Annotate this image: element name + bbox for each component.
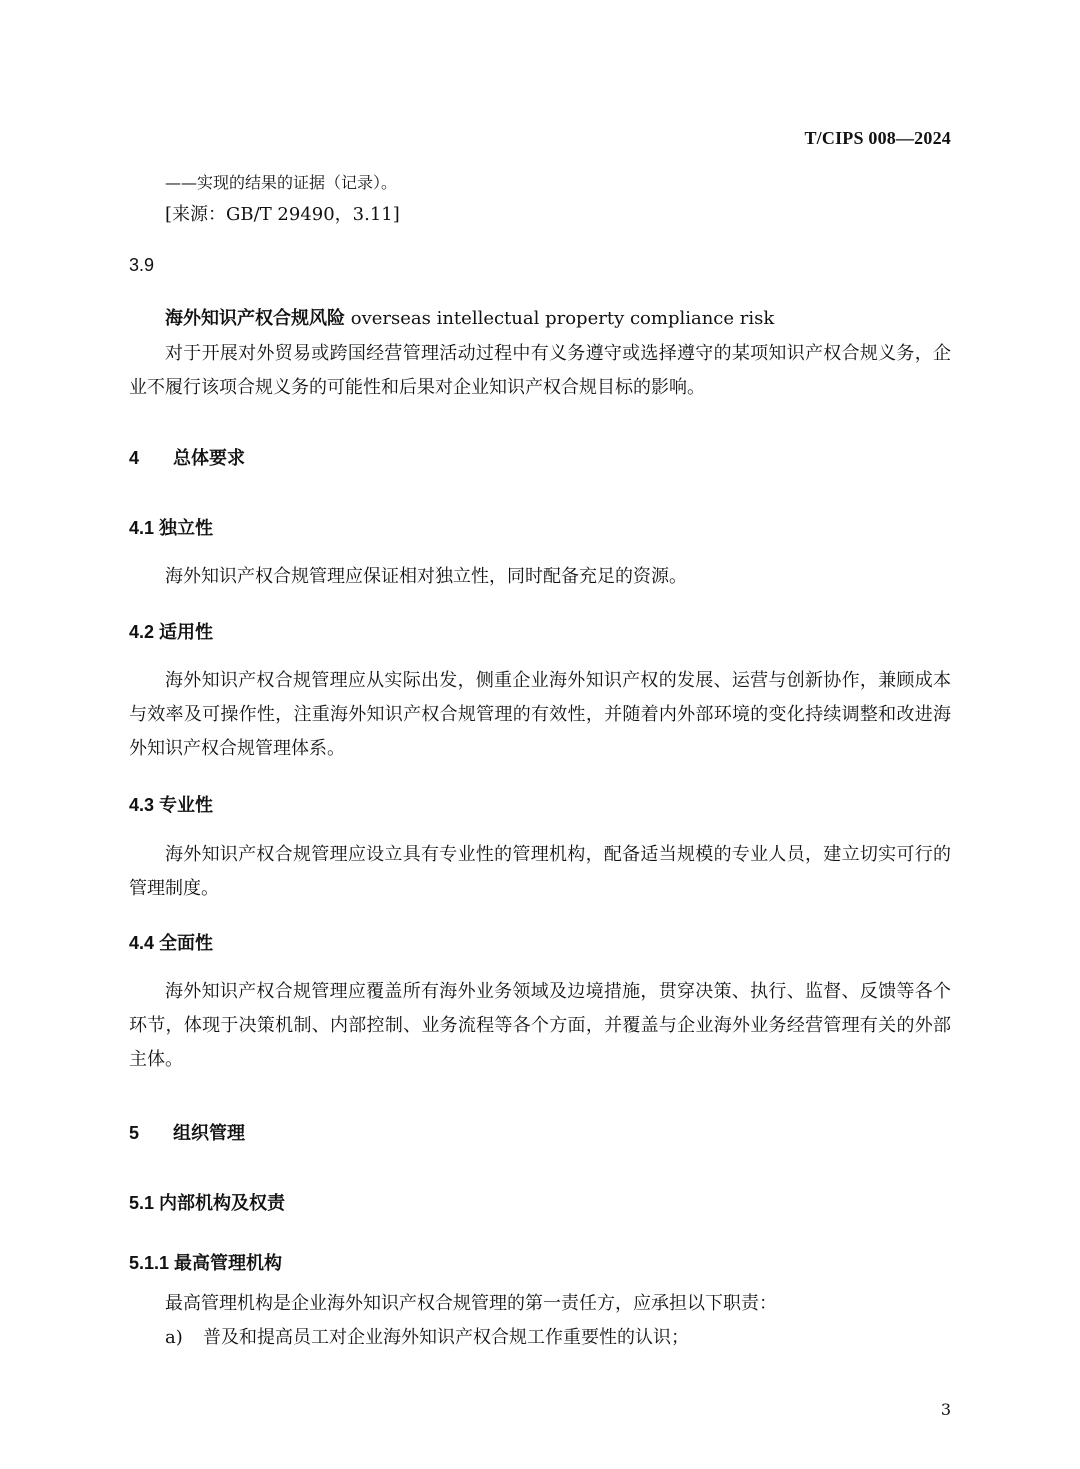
page-number: 3 [940,1400,951,1419]
clause-3-9-number: 3.9 [129,255,155,275]
list-item [165,1322,689,1354]
heading-4-1: 4.1 独立性 [129,518,214,538]
heading-4-2: 4.2 适用性 [129,622,214,642]
paragraph-4-2: 海外知识产权合规管理应从实际出发，侧重企业海外知识产权的发展、运营与创新协作，兼顾成本与效率及可操作性，注重海外知识产权合规管理的有效性，并随着内外部环境的变化持续调整和改进海外知识产权合规管理体系。 [129,670,951,759]
term-english: overseas intellectual property compliance risk [350,308,775,329]
evidence-line: ——实现的结果的证据（记录）。 [165,173,398,192]
clause-3-9-definition: 对于开展对外贸易或跨国经营管理活动过程中有义务遵守或选择遵守的某项知识产权合规义务，企业不履行该项合规义务的可能性和后果对企业知识产权合规目标的影响。 [129,343,951,398]
heading-4-4: 4.4 全面性 [129,933,214,953]
section-4-heading [129,444,245,470]
section-4-title: 总体要求 [173,448,246,468]
section-5-title: 组织管理 [173,1123,246,1143]
term-chinese: 海外知识产权合规风险 [165,308,345,328]
heading-4-3: 4.3 专业性 [129,795,214,815]
heading-5-1-1: 5.1.1 最高管理机构 [129,1253,283,1273]
paragraph-5-1-1: 最高管理机构是企业海外知识产权合规管理的第一责任方，应承担以下职责： [165,1293,777,1314]
clause-3-9-term [165,302,774,335]
paragraph-4-1: 海外知识产权合规管理应保证相对独立性，同时配备充足的资源。 [165,566,687,587]
list-item-text: 普及和提高员工对企业海外知识产权合规工作重要性的认识； [203,1327,689,1348]
source-reference: [来源：GB/T 29490，3.11] [165,204,400,225]
document-code: T/CIPS 008—2024 [804,128,951,148]
section-5-heading [129,1119,245,1145]
section-4-number: 4 [129,448,140,468]
list-item-label: a) [165,1327,183,1348]
section-5-number: 5 [129,1123,140,1143]
paragraph-4-3: 海外知识产权合规管理应设立具有专业性的管理机构，配备适当规模的专业人员，建立切实可行的管理制度。 [129,844,951,899]
heading-5-1: 5.1 内部机构及权责 [129,1193,286,1213]
paragraph-4-4: 海外知识产权合规管理应覆盖所有海外业务领域及边境措施，贯穿决策、执行、监督、反馈等各个环节，体现于决策机制、内部控制、业务流程等各个方面，并覆盖与企业海外业务经营管理有关的外部主体。 [129,981,951,1070]
